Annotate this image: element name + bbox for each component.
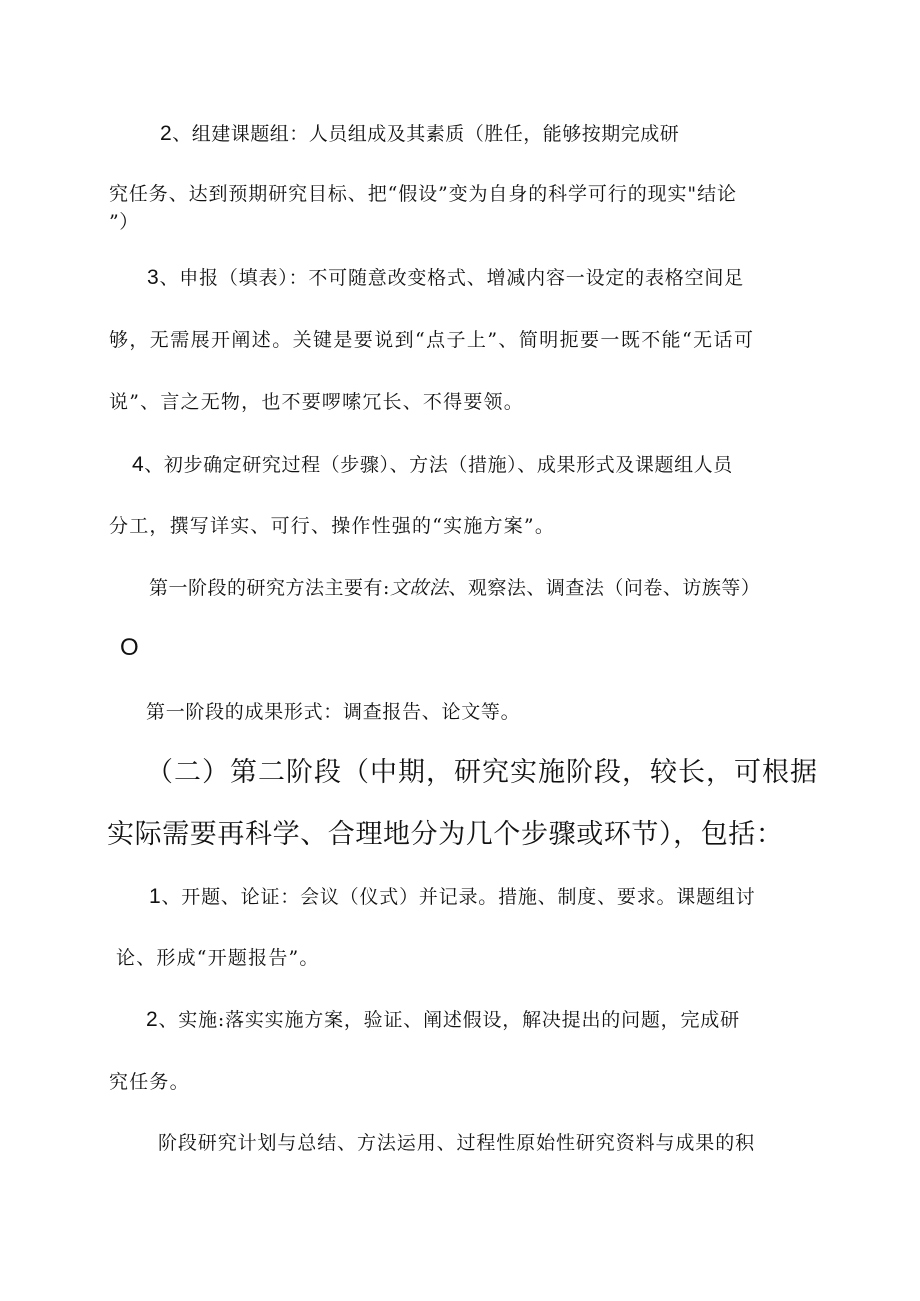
last-line: 阶段研究计划与总结、方法运用、过程性原始性研究资料与成果的积	[158, 1132, 756, 1154]
item-2-text-1: 、实施:落实实施方案，验证、阐述假设，解决提出的问题，完成研	[158, 1009, 740, 1031]
item-1-line-2: 论、形成“开题报告”。	[116, 947, 320, 969]
para-3-line-3: 说”、言之无物，也不要啰嗦冗长、不得要领。	[109, 391, 524, 413]
item-2-number: 2	[146, 1008, 159, 1031]
methods-rest: 、观察法、调查法（问卷、访族等）	[448, 577, 761, 599]
para-4-text-1: 、初步确定研究过程（步骤）、方法（措施）、成果形式及课题组人员	[144, 454, 733, 476]
item-1-text-1: 、开题、论证：会议（仪式）并记录。措施、制度、要求。课题组讨	[161, 886, 756, 908]
methods-line	[149, 576, 760, 600]
methods-italic: 文故法	[389, 577, 449, 599]
para-2-line-3: ”）	[109, 211, 139, 233]
stage2-line-2: 实际需要再科学、合理地分为几个步骤或环节），包括：	[107, 819, 784, 850]
para-2-number: 2	[160, 122, 173, 145]
item-2-line-1	[146, 1008, 740, 1032]
para-3-line-2: 够，无需展开阐述。关键是要说到“点子上”、简明扼要一既不能“无话可	[109, 329, 755, 351]
trailing-o-mark: O	[120, 634, 140, 661]
para-3-line-1	[147, 266, 744, 290]
item-2-line-2: 究任务。	[109, 1071, 190, 1093]
methods-prefix: 第一阶段的研究方法主要有:	[149, 577, 390, 599]
item-1-number: 1	[149, 885, 162, 908]
para-4-line-2: 分工，撰写详实、可行、操作性强的“实施方案”。	[109, 515, 556, 537]
item-1-line-1	[149, 885, 756, 909]
para-2-line-1	[160, 122, 679, 146]
para-2-line-2: 究任务、达到预期研究目标、把“假设”变为自身的科学可行的现实"结论	[109, 183, 737, 205]
para-2-text-1: 、组建课题组：人员组成及其素质（胜任，能够按期完成研	[172, 123, 680, 145]
para-3-text-1: 、申报（填表）：不可随意改变格式、增减内容一设定的表格空间足	[159, 267, 744, 289]
para-3-number: 3	[147, 266, 160, 289]
para-4-line-1	[132, 453, 733, 477]
results-line: 第一阶段的成果形式：调查报告、论文等。	[146, 701, 521, 723]
stage2-line-1: （二）第二阶段（中期，研究实施阶段，较长，可根据	[146, 757, 818, 788]
para-4-number: 4	[132, 453, 145, 476]
